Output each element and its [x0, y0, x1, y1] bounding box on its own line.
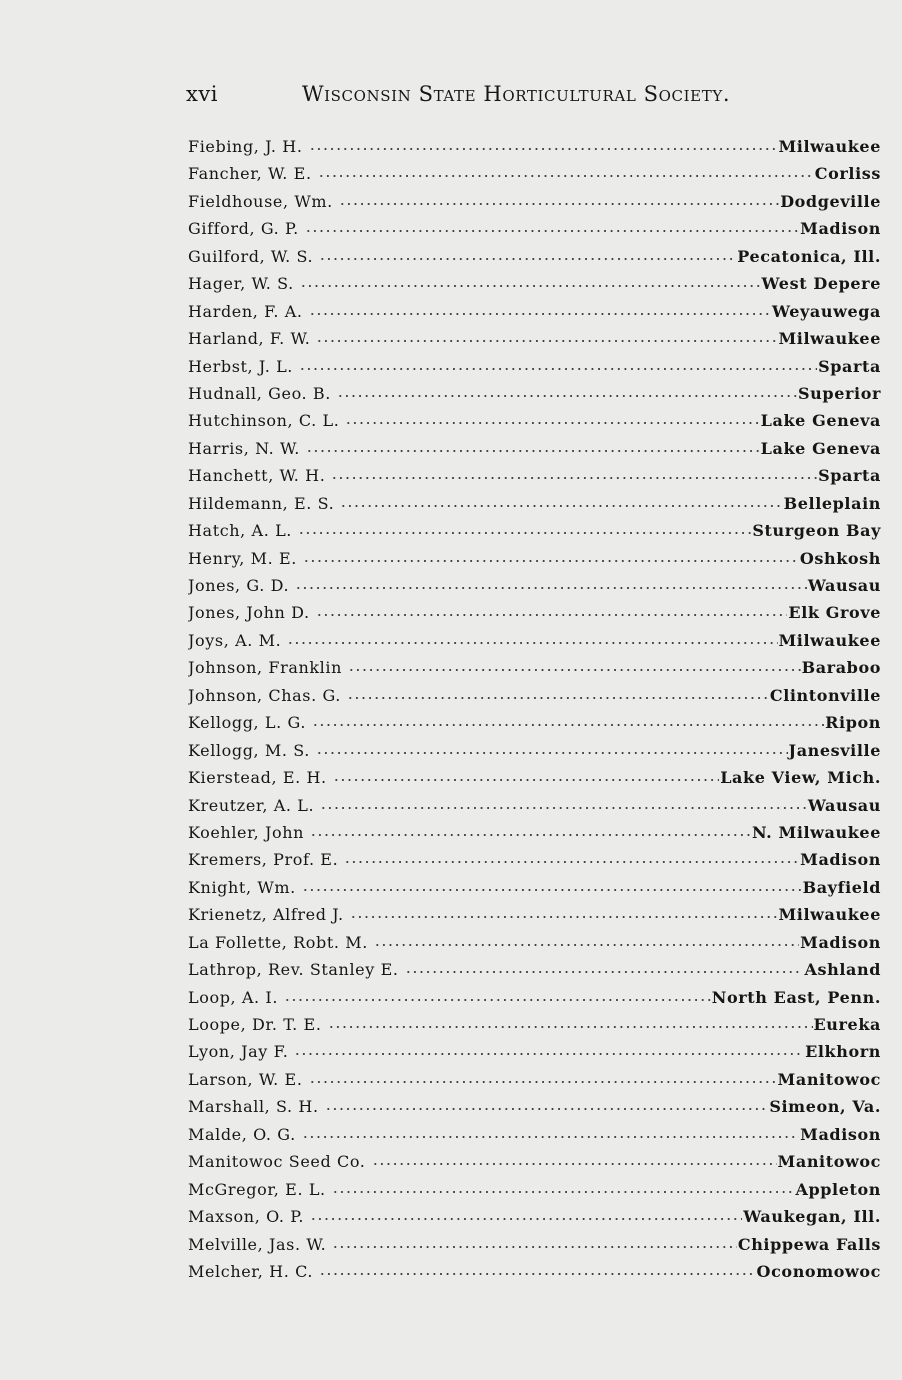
- dot-leader: [284, 987, 711, 1003]
- member-location: Simeon, Va.: [769, 1097, 881, 1117]
- member-name: La Follette, Robt. M.: [188, 932, 368, 952]
- member-name: Hanchett, W. H.: [188, 466, 326, 486]
- member-name: Joys, A. M.: [188, 630, 282, 650]
- member-name: Jones, John D.: [188, 603, 310, 623]
- page-header: [186, 82, 778, 112]
- member-name: Gifford, G. P.: [188, 219, 299, 239]
- member-name: Lyon, Jay F.: [188, 1042, 289, 1062]
- dot-leader: [340, 493, 782, 509]
- member-row: [188, 163, 881, 190]
- member-name: Melville, Jas. W.: [188, 1234, 327, 1254]
- dot-leader: [305, 218, 799, 234]
- member-location: N. Milwaukee: [751, 822, 881, 842]
- member-row: [188, 685, 881, 712]
- dot-leader: [405, 959, 804, 975]
- dot-leader: [287, 630, 777, 646]
- member-row: [188, 849, 881, 876]
- member-row: [188, 1041, 881, 1068]
- member-row: [188, 301, 881, 328]
- member-location: Lake Geneva: [760, 438, 881, 458]
- member-location: Madison: [800, 219, 881, 239]
- dot-leader: [309, 136, 778, 152]
- member-location: Milwaukee: [778, 137, 881, 156]
- member-row: [188, 1206, 881, 1233]
- dot-leader: [339, 191, 779, 207]
- member-row: [188, 328, 881, 355]
- member-list: [188, 136, 881, 1288]
- member-name: Malde, O. G.: [188, 1124, 296, 1144]
- member-location: Oshkosh: [799, 548, 881, 568]
- member-name: Loop, A. I.: [188, 987, 279, 1007]
- member-name: Hildemann, E. S.: [188, 493, 335, 513]
- dot-leader: [309, 1069, 777, 1085]
- member-row: [188, 1124, 881, 1151]
- member-name: Kierstead, E. H.: [188, 768, 327, 788]
- member-name: Hager, W. S.: [188, 274, 294, 294]
- dot-leader: [298, 520, 751, 536]
- member-location: Milwaukee: [778, 329, 881, 349]
- dot-leader: [328, 1014, 813, 1030]
- member-name: Melcher, H. C.: [188, 1261, 314, 1281]
- dot-leader: [372, 1151, 777, 1167]
- member-location: Dodgeville: [780, 191, 881, 211]
- dot-leader: [319, 1261, 755, 1277]
- dot-leader: [310, 1206, 742, 1222]
- member-row: [188, 218, 881, 245]
- member-location: North East, Penn.: [711, 987, 881, 1007]
- dot-leader: [306, 438, 760, 454]
- member-row: [188, 630, 881, 657]
- member-location: Baraboo: [801, 658, 881, 678]
- member-location: Appleton: [795, 1179, 881, 1199]
- member-row: [188, 493, 881, 520]
- member-location: Madison: [800, 932, 881, 952]
- dot-leader: [337, 383, 797, 399]
- member-row: [188, 904, 881, 931]
- member-location: Lake Geneva: [760, 411, 881, 431]
- dot-leader: [316, 740, 788, 756]
- dot-leader: [319, 246, 736, 262]
- dot-leader: [316, 328, 777, 344]
- dot-leader: [344, 849, 799, 865]
- member-name: McGregor, E. L.: [188, 1179, 326, 1199]
- member-location: Wausau: [807, 795, 881, 815]
- dot-leader: [303, 548, 799, 564]
- member-name: Hutchinson, C. L.: [188, 411, 340, 431]
- dot-leader: [347, 685, 769, 701]
- member-row: [188, 959, 881, 986]
- page-number: xvi: [186, 82, 218, 106]
- member-row: [188, 136, 881, 163]
- member-location: Milwaukee: [778, 630, 881, 650]
- member-row: [188, 520, 881, 547]
- dot-leader: [294, 1041, 804, 1057]
- member-name: Hudnall, Geo. B.: [188, 383, 331, 403]
- member-location: Wausau: [807, 576, 881, 595]
- member-row: [188, 932, 881, 959]
- member-location: Corliss: [814, 164, 881, 184]
- dot-leader: [300, 273, 761, 289]
- member-location: Elkhorn: [805, 1042, 881, 1062]
- dot-leader: [331, 465, 817, 481]
- member-name: Kellogg, M. S.: [188, 740, 310, 760]
- member-name: Fancher, W. E.: [188, 164, 312, 184]
- dot-leader: [350, 904, 778, 920]
- member-location: Belleplain: [783, 493, 881, 513]
- member-location: Sparta: [818, 466, 881, 486]
- member-name: Loope, Dr. T. E.: [188, 1015, 322, 1034]
- member-name: Kellogg, L. G.: [188, 713, 307, 733]
- member-name: Henry, M. E.: [188, 548, 297, 568]
- dot-leader: [325, 1096, 769, 1112]
- member-location: Superior: [798, 383, 881, 403]
- member-location: Weyauwega: [771, 301, 881, 321]
- member-row: [188, 273, 881, 300]
- dot-leader: [333, 767, 719, 783]
- member-name: Harland, F. W.: [188, 329, 311, 349]
- dot-leader: [302, 877, 802, 893]
- member-name: Krienetz, Alfred J.: [188, 905, 344, 925]
- dot-leader: [295, 575, 807, 591]
- member-row: [188, 1151, 881, 1178]
- member-location: Manitowoc: [777, 1152, 881, 1172]
- member-name: Maxson, O. P.: [188, 1207, 305, 1227]
- member-name: Kreutzer, A. L.: [188, 795, 315, 815]
- dot-leader: [302, 1124, 799, 1140]
- member-row: [188, 465, 881, 492]
- member-name: Harden, F. A.: [188, 301, 303, 321]
- member-row: [188, 1096, 881, 1123]
- member-name: Marshall, S. H.: [188, 1097, 319, 1117]
- dot-leader: [299, 356, 817, 372]
- member-row: [188, 438, 881, 465]
- member-name: Kremers, Prof. E.: [188, 850, 339, 870]
- member-row: [188, 602, 881, 629]
- member-name: Harris, N. W.: [188, 438, 300, 458]
- member-name: Knight, Wm.: [188, 877, 296, 897]
- member-row: [188, 383, 881, 410]
- member-row: [188, 767, 881, 794]
- member-row: [188, 1179, 881, 1206]
- member-location: West Depere: [761, 274, 881, 294]
- member-row: [188, 548, 881, 575]
- member-row: [188, 1069, 881, 1096]
- member-location: Ripon: [825, 713, 881, 733]
- member-row: [188, 740, 881, 767]
- dot-leader: [348, 657, 801, 673]
- member-row: [188, 657, 881, 684]
- member-location: Oconomowoc: [756, 1261, 881, 1281]
- member-location: Clintonville: [769, 685, 881, 705]
- member-row: [188, 987, 881, 1014]
- dot-leader: [318, 163, 814, 179]
- member-row: [188, 191, 881, 218]
- member-location: Lake View, Mich.: [720, 768, 881, 788]
- dot-leader: [332, 1234, 737, 1250]
- member-name: Lathrop, Rev. Stanley E.: [188, 960, 399, 980]
- member-location: Manitowoc: [777, 1069, 881, 1089]
- member-row: [188, 877, 881, 904]
- dot-leader: [320, 795, 807, 811]
- member-name: Guilford, W. S.: [188, 246, 314, 266]
- member-row: [188, 712, 881, 739]
- member-row: [188, 822, 881, 849]
- dot-leader: [310, 822, 751, 838]
- member-location: Milwaukee: [778, 905, 881, 925]
- member-location: Pecatonica, Ill.: [737, 246, 881, 266]
- dot-leader: [309, 301, 771, 317]
- member-location: Eureka: [813, 1015, 881, 1034]
- member-name: Johnson, Franklin: [188, 658, 343, 678]
- member-location: Madison: [800, 850, 881, 870]
- member-location: Waukegan, Ill.: [743, 1207, 881, 1227]
- member-location: Elk Grove: [788, 603, 881, 623]
- member-row: [188, 410, 881, 437]
- dot-leader: [345, 410, 759, 426]
- member-name: Herbst, J. L.: [188, 356, 293, 376]
- member-name: Hatch, A. L.: [188, 521, 292, 541]
- member-name: Fieldhouse, Wm.: [188, 191, 333, 211]
- running-title: Wisconsin State Horticultural Society.: [301, 82, 731, 106]
- member-row: [188, 246, 881, 273]
- member-location: Chippewa Falls: [737, 1234, 881, 1254]
- member-location: Janesville: [788, 740, 881, 760]
- dot-leader: [332, 1179, 795, 1195]
- dot-leader: [312, 712, 824, 728]
- member-row: [188, 356, 881, 383]
- member-name: Larson, W. E.: [188, 1069, 303, 1089]
- dot-leader: [374, 932, 799, 948]
- member-location: Sturgeon Bay: [752, 521, 881, 541]
- member-row: [188, 575, 881, 602]
- dot-leader: [316, 602, 788, 618]
- member-row: [188, 1261, 881, 1288]
- member-row: [188, 795, 881, 822]
- member-name: Jones, G. D.: [188, 576, 290, 595]
- member-location: Ashland: [804, 960, 881, 980]
- member-name: Fiebing, J. H.: [188, 137, 303, 156]
- member-name: Manitowoc Seed Co.: [188, 1152, 366, 1172]
- member-location: Sparta: [818, 356, 881, 376]
- member-row: [188, 1014, 881, 1041]
- member-location: Bayfield: [802, 877, 881, 897]
- member-name: Johnson, Chas. G.: [188, 685, 341, 705]
- member-location: Madison: [800, 1124, 881, 1144]
- member-name: Koehler, John: [188, 822, 305, 842]
- member-row: [188, 1234, 881, 1261]
